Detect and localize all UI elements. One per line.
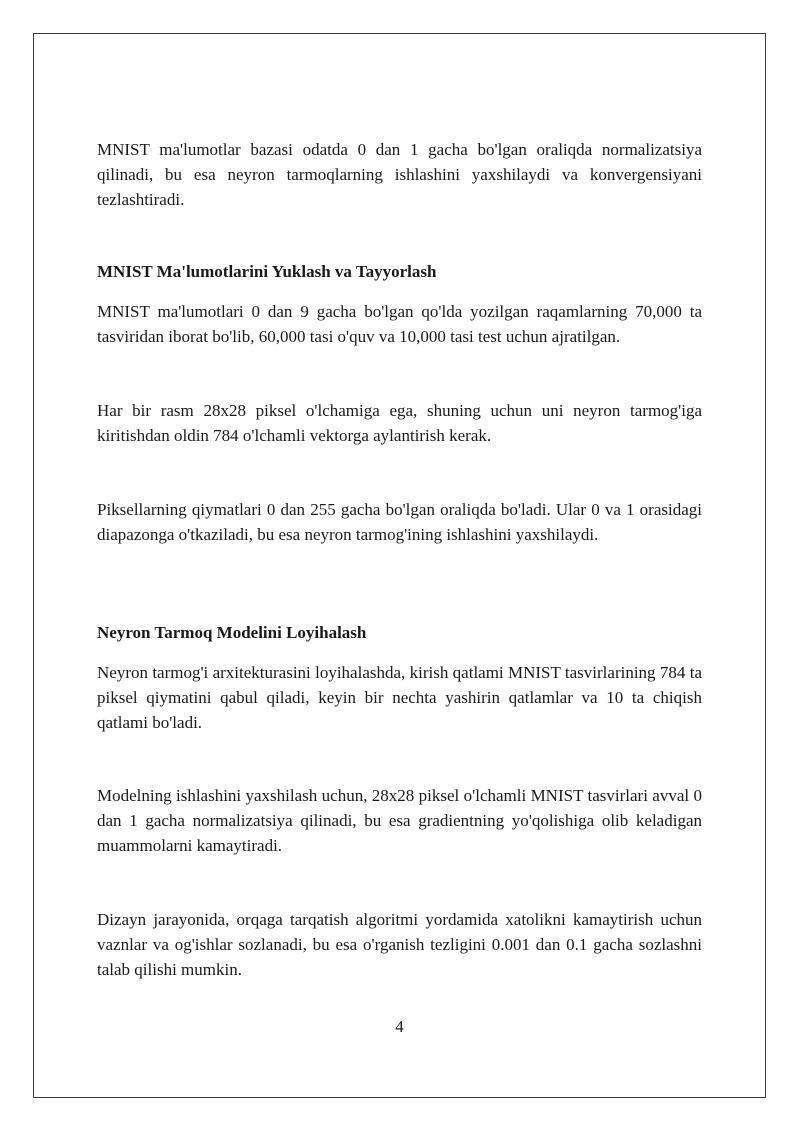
paragraph-backpropagation: Dizayn jarayonida, orqaga tarqatish algoritmi yordamida xatolikni kamaytirish uchun vaznlar va og'ishlar sozlanadi, bu esa o'rganish tezligini 0.001 dan 0.1 gacha sozlashni talab qilishi mumkin. (97, 910, 702, 979)
document-body (97, 0, 702, 1131)
page-number: 4 (395, 1017, 404, 1036)
paragraph-normalization-intro: MNIST ma'lumotlar bazasi odatda 0 dan 1 gacha bo'lgan oraliqda normalizatsiya qilinadi, bu esa neyron tarmoqlarning ishlashini yaxshilaydi va konvergensiyani tezlashtiradi. (97, 140, 702, 209)
paragraph-pixel-values: Piksellarning qiymatlari 0 dan 255 gacha bo'lgan oraliqda bo'ladi. Ular 0 va 1 orasidagi diapazonga o'tkaziladi, bu esa neyron tarmog'ining ishlashini yaxshilaydi. (97, 500, 702, 544)
paragraph-architecture: Neyron tarmog'i arxitekturasini loyihalashda, kirish qatlami MNIST tasvirlarining 784 ta piksel qiymatini qabul qiladi, keyin bir nechta yashirin qatlamlar va 10 ta chiqish qatlami bo'ladi. (97, 663, 702, 732)
section-heading-data-loading: MNIST Ma'lumotlarini Yuklash va Tayyorlash (97, 262, 437, 281)
section-heading-model-design: Neyron Tarmoq Modelini Loyihalash (97, 623, 367, 642)
paragraph-normalization-model: Modelning ishlashini yaxshilash uchun, 28x28 piksel o'lchamli MNIST tasvirlari avval 0 dan 1 gacha normalizatsiya qilinadi, bu esa gradientning yo'qolishiga olib keladigan muammolarni kamaytiradi. (97, 786, 702, 855)
paragraph-dataset-size: MNIST ma'lumotlari 0 dan 9 gacha bo'lgan qo'lda yozilgan raqamlarning 70,000 ta tasviridan iborat bo'lib, 60,000 tasi o'quv va 10,000 tasi test uchun ajratilgan. (97, 302, 702, 346)
paragraph-image-vector: Har bir rasm 28x28 piksel o'lchamiga ega, shuning uchun uni neyron tarmog'iga kiritishdan oldin 784 o'lchamli vektorga aylantirish kerak. (97, 401, 702, 445)
